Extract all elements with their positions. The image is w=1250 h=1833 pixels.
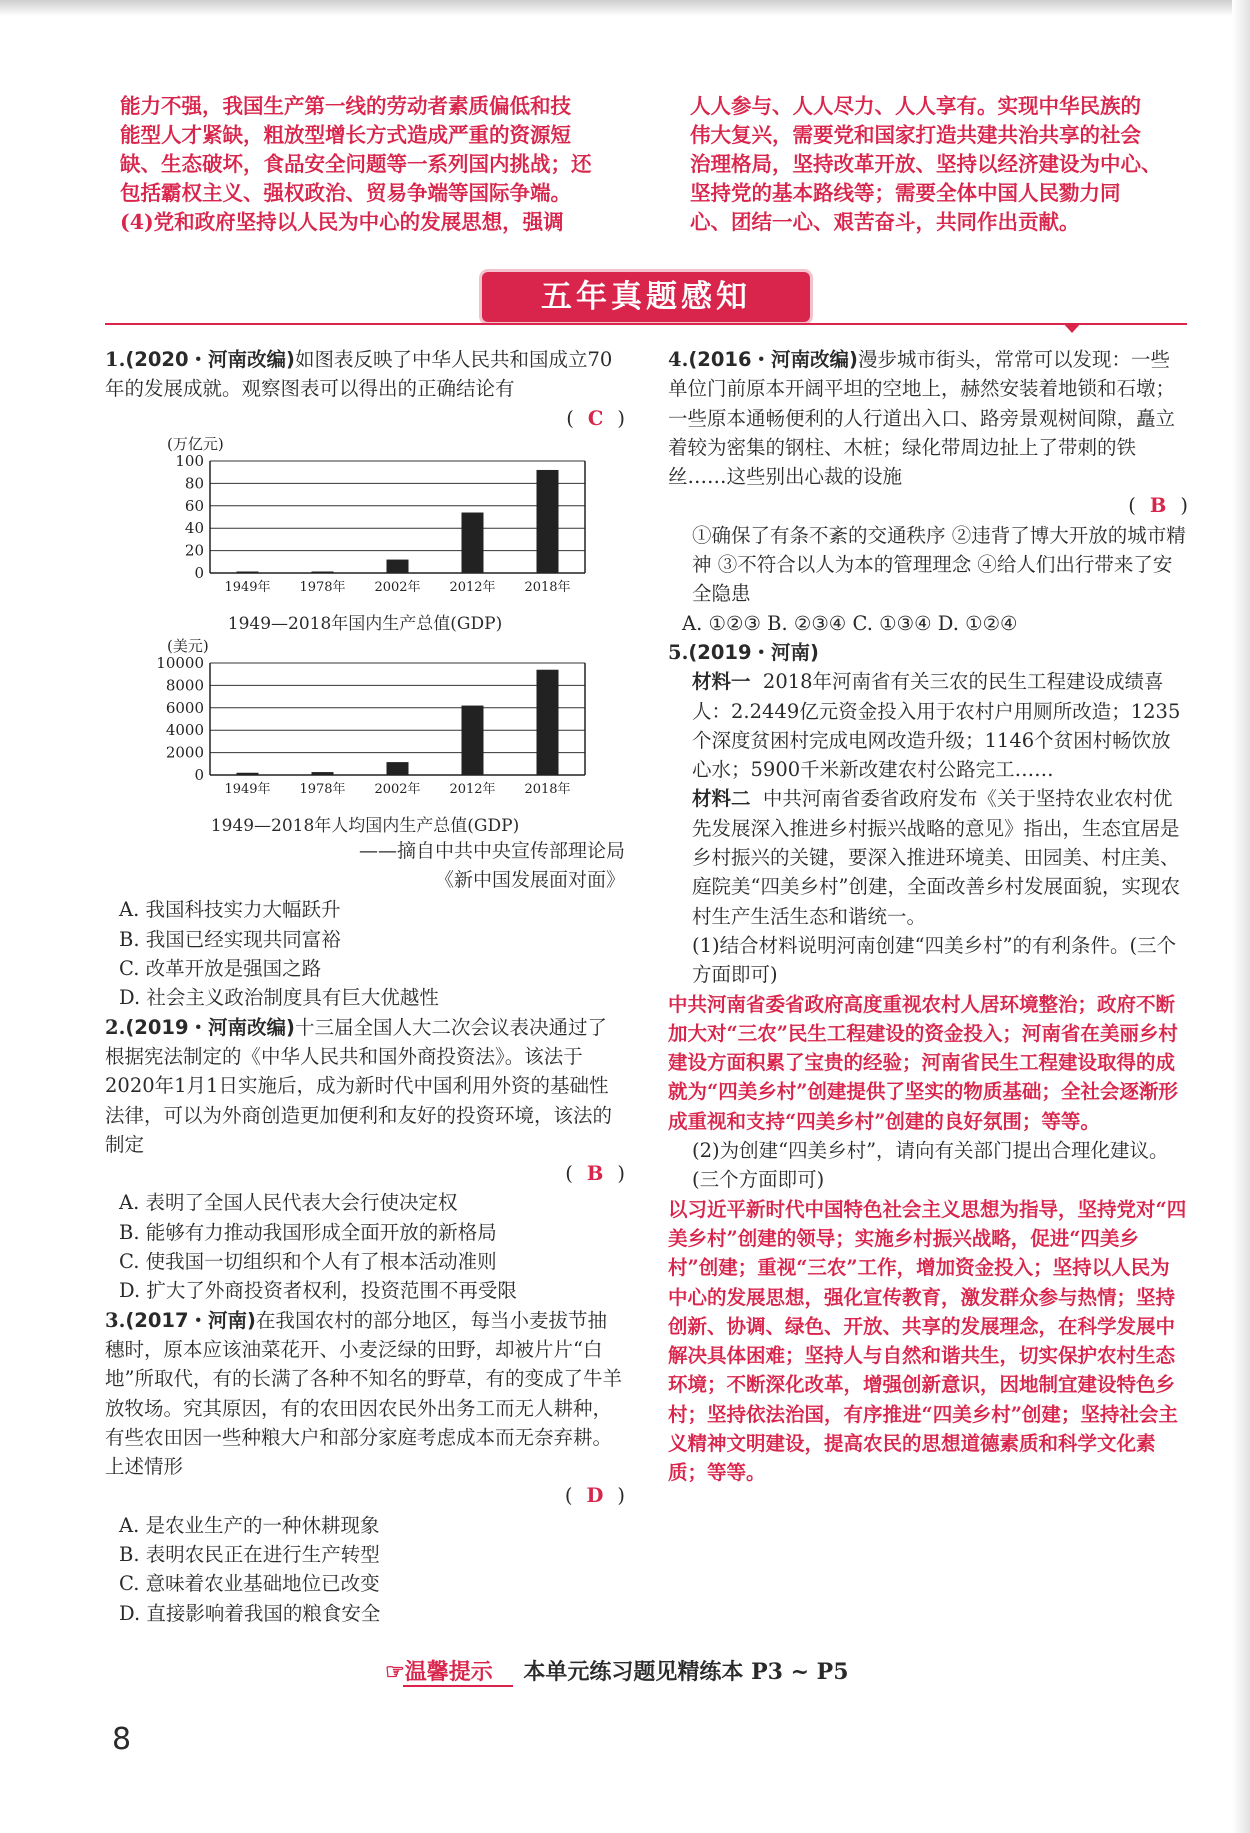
x-tick-label: 2018年 xyxy=(524,782,571,798)
answer-letter: B xyxy=(586,1162,604,1186)
sub-answer-2: 以习近平新时代中国特色社会主义思想为指导，坚持党对“四美乡村”创建的领导；实施乡村振兴战略，促进“四美乡村”创建；重视“三农”工作，增加资金投入；坚持以人民为中心的发展思想，强化宣传教育，激发群众参与热情；坚持创新、协调、绿色、开放、共享的发展理念，在科学发展中解决具体困难；坚持人与自然和谐共生，切实保护农村生态环境；不断深化改革，增强创新意识，因地制宜建设特色乡村；坚持依法治国，有序推进“四美乡村”创建；坚持社会主义精神文明建设，提高农民的思想道德素质和科学文化素质；等等。 xyxy=(668,1197,1187,1485)
answer-letter: C xyxy=(587,406,604,430)
option-c: C. 使我国一切组织和个人有了根本活动准则 xyxy=(119,1250,497,1274)
answer-line: 人人参与、人人尽力、人人享有。实现中华民族的 xyxy=(690,94,1141,118)
question-source: (2020・河南改编) xyxy=(125,348,295,371)
x-tick-label: 2018年 xyxy=(524,579,571,595)
answer-line: 伟大复兴，需要党和国家打造共建共治共享的社会 xyxy=(690,123,1141,147)
bar xyxy=(387,559,409,572)
sub-question-1: (1)结合材料说明河南创建“四美乡村”的有利条件。(三个方面即可) xyxy=(692,933,1177,987)
tip-text: 本单元练习题见精练本 P3 ~ P5 xyxy=(523,1659,849,1685)
y-tick-label: 100 xyxy=(175,451,204,470)
question-number: 1. xyxy=(105,348,126,371)
sub-question-2: (2)为创建“四美乡村”，请向有关部门提出合理化建议。(三个方面即可) xyxy=(692,1139,1169,1192)
answer-letter: D xyxy=(586,1484,604,1508)
question-5 xyxy=(668,638,1188,667)
y-tick-label: 80 xyxy=(184,474,204,493)
option-b: B. 表明农民正在进行生产转型 xyxy=(119,1543,380,1567)
y-tick-label: 8000 xyxy=(165,676,204,695)
x-tick-label: 1949年 xyxy=(224,782,271,798)
y-tick-label: 0 xyxy=(194,563,204,582)
material-text: 2018年河南省有关三农的民生工程建设成绩喜人：2.2449亿元资金投入用于农村户用厕所改造；1235个深度贫困村完成电网改造升级；1146个贫困村畅饮放心水；5900千米新改建农村公路完工…… xyxy=(692,670,1181,782)
question-3 xyxy=(105,1306,625,1511)
left-column xyxy=(105,345,625,1628)
bar xyxy=(237,571,259,573)
top-answer-right xyxy=(690,92,1190,237)
bar xyxy=(312,571,334,573)
answer-line: 缺、生态破坏，食品安全问题等一系列国内挑战；还 xyxy=(120,152,592,176)
x-tick-label: 2002年 xyxy=(374,782,421,798)
question-number: 4. xyxy=(668,348,689,371)
question-stem: 如图表反映了中华人民共和国成立70年的发展成就。观察图表可以得出的正确结论有 xyxy=(105,348,613,401)
answer-bracket: ( B ) xyxy=(1128,494,1188,518)
y-tick-label: 6000 xyxy=(165,698,204,717)
answer-bracket: ( B ) xyxy=(565,1162,625,1186)
question-number: 3. xyxy=(105,1308,126,1332)
question-source: (2016・河南改编) xyxy=(688,348,858,371)
question-1 xyxy=(105,345,625,433)
answer-line: 坚持党的基本路线等；需要全体中国人民勠力同 xyxy=(690,181,1121,205)
option-c: C. 改革开放是强国之路 xyxy=(119,957,322,981)
section-divider xyxy=(105,323,1187,325)
question-stem: 漫步城市街头，常常可以发现：一些单位门前原本开阔平坦的空地上，赫然安装着地锁和石墩；一些原本通畅便利的人行道出入口、路旁景观树间隙，矗立着较为密集的钢柱、木桩；绿化带周边扯上了带刺的铁丝……这些别出心裁的设施 xyxy=(668,348,1176,489)
y-tick-label: 60 xyxy=(184,496,204,515)
bar xyxy=(312,772,334,775)
y-tick-label: 0 xyxy=(194,766,204,785)
option-b: B. 我国已经实现共同富裕 xyxy=(119,927,341,951)
material-2 xyxy=(668,784,1188,930)
chart-source-line2: 《新中国发展面对面》 xyxy=(434,869,625,892)
y-tick-label: 2000 xyxy=(165,743,204,762)
gdp-chart xyxy=(105,433,625,605)
question-2 xyxy=(105,1013,625,1189)
bar xyxy=(237,773,259,775)
answer-line: 能型人才紧缺，粗放型增长方式造成严重的资源短 xyxy=(120,123,571,147)
question-source: (2017・河南) xyxy=(125,1308,256,1332)
sub-answer-1: 中共河南省委省政府高度重视农村人居环境整治；政府不断加大对“三农”民生工程建设的资金投入；河南省在美丽乡村建设方面积累了宝贵的经验；河南省民生工程建设取得的成就为“四美乡村”创建提供了坚实的物质基础；全社会逐渐形成重视和支持“四美乡村”创建的良好氛围；等等。 xyxy=(668,992,1178,1133)
y-tick-label: 10000 xyxy=(156,654,204,673)
y-tick-label: 40 xyxy=(184,519,204,538)
answer-bracket: ( D ) xyxy=(564,1484,625,1508)
option-a: A. 是农业生产的一种休耕现象 xyxy=(119,1513,380,1537)
chart-caption: 1949—2018年国内生产总值(GDP) xyxy=(227,614,503,635)
chart-caption: 1949—2018年人均国内生产总值(GDP) xyxy=(210,816,520,837)
x-tick-label: 2012年 xyxy=(449,782,496,798)
option-a: A. 表明了全国人民代表大会行使决定权 xyxy=(119,1191,458,1215)
question-source: (2019・河南改编) xyxy=(125,1015,295,1039)
right-column xyxy=(668,345,1188,1488)
section-title: 五年真题感知 xyxy=(482,272,810,322)
answer-line: 包括霸权主义、强权政治、贸易争端等国际争端。 xyxy=(120,181,571,205)
material-label: 材料一 xyxy=(692,670,751,694)
answer-bracket: ( C ) xyxy=(566,406,625,430)
x-tick-label: 1978年 xyxy=(299,579,346,595)
scan-right-edge xyxy=(1232,0,1250,1833)
question-stem: 在我国农村的部分地区，每当小麦拔节抽穗时，原本应该油菜花开、小麦泛绿的田野，却被片片“白地”所取代，有的长满了各种不知名的野草，有的变成了牛羊放牧场。究其原因，有的农田因农民外出务工而无人耕种，有些农田因一些种粮大户和部分家庭考虑成本而无奈弃耕。上述情形 xyxy=(105,1308,622,1479)
chart-source-line1: ——摘自中共中央宣传部理论局 xyxy=(358,840,625,863)
material-1 xyxy=(668,667,1188,784)
option-d: D. 社会主义政治制度具有巨大优越性 xyxy=(119,986,439,1010)
statements: ①确保了有条不紊的交通秩序 ②违背了博大开放的城市精神 ③不符合以人为本的管理理念 ④给人们出行带来了安全隐患 xyxy=(692,523,1186,606)
footer-tip xyxy=(385,1655,849,1686)
option-d: D. 扩大了外商投资者权利，投资范围不再受限 xyxy=(119,1279,517,1303)
option-c: C. 意味着农业基础地位已改变 xyxy=(119,1572,380,1596)
divider-notch xyxy=(1063,323,1081,333)
answer-line: 能力不强，我国生产第一线的劳动者素质偏低和技 xyxy=(120,94,571,118)
y-axis-label: (万亿元) xyxy=(167,434,224,453)
x-tick-label: 1949年 xyxy=(224,579,271,595)
bar xyxy=(387,762,409,775)
scan-top-edge xyxy=(0,0,1250,16)
question-number: 2. xyxy=(105,1015,126,1039)
option-a: A. 我国科技实力大幅跃升 xyxy=(119,898,341,922)
question-number: 5. xyxy=(668,640,689,664)
bar xyxy=(462,512,484,572)
bar xyxy=(537,470,559,573)
material-label: 材料二 xyxy=(692,787,751,811)
question-source: (2019・河南) xyxy=(688,640,819,664)
top-answer-left xyxy=(120,92,630,237)
answer-letter: B xyxy=(1149,494,1167,518)
x-tick-label: 2002年 xyxy=(374,579,421,595)
page-number: 8 xyxy=(112,1722,132,1757)
bar xyxy=(462,706,484,775)
question-4 xyxy=(668,345,1188,521)
question-stem: 十三届全国人大二次会议表决通过了根据宪法制定的《中华人民共和国外商投资法》。该法于2020年1月1日实施后，成为新时代中国利用外资的基础性法律，可以为外商创造更加便利和友好的投资环境，该法的制定 xyxy=(105,1015,613,1156)
option-b: B. 能够有力推动我国形成全面开放的新格局 xyxy=(119,1220,497,1244)
x-tick-label: 1978年 xyxy=(299,782,346,798)
pointing-hand-icon: ☞ xyxy=(385,1659,405,1685)
x-tick-label: 2012年 xyxy=(449,579,496,595)
answer-line: 心、团结一心、艰苦奋斗，共同作出贡献。 xyxy=(690,210,1080,234)
y-tick-label: 20 xyxy=(184,541,204,560)
y-axis-label: (美元) xyxy=(167,637,209,656)
y-tick-label: 4000 xyxy=(165,721,204,740)
option-d: D. 直接影响着我国的粮食安全 xyxy=(119,1601,381,1625)
tip-underline xyxy=(403,1685,513,1687)
material-text: 中共河南省委省政府发布《关于坚持农业农村优先发展深入推进乡村振兴战略的意见》指出，生态宜居是乡村振兴的关键，要深入推进环境美、田园美、村庄美、庭院美“四美乡村”创建，全面改善乡村发展面貌，实现农村生产生活生态和谐统一。 xyxy=(692,787,1180,928)
per-capita-gdp-chart xyxy=(105,635,625,807)
answer-line: 治理格局，坚持改革开放、坚持以经济建设为中心、 xyxy=(690,152,1162,176)
tip-label: 温馨提示 xyxy=(404,1660,493,1685)
options-row: A. ①②③ B. ②③④ C. ①③④ D. ①②④ xyxy=(682,611,1018,635)
bar xyxy=(537,670,559,775)
answer-line: (4)党和政府坚持以人民为中心的发展思想，强调 xyxy=(120,210,564,234)
